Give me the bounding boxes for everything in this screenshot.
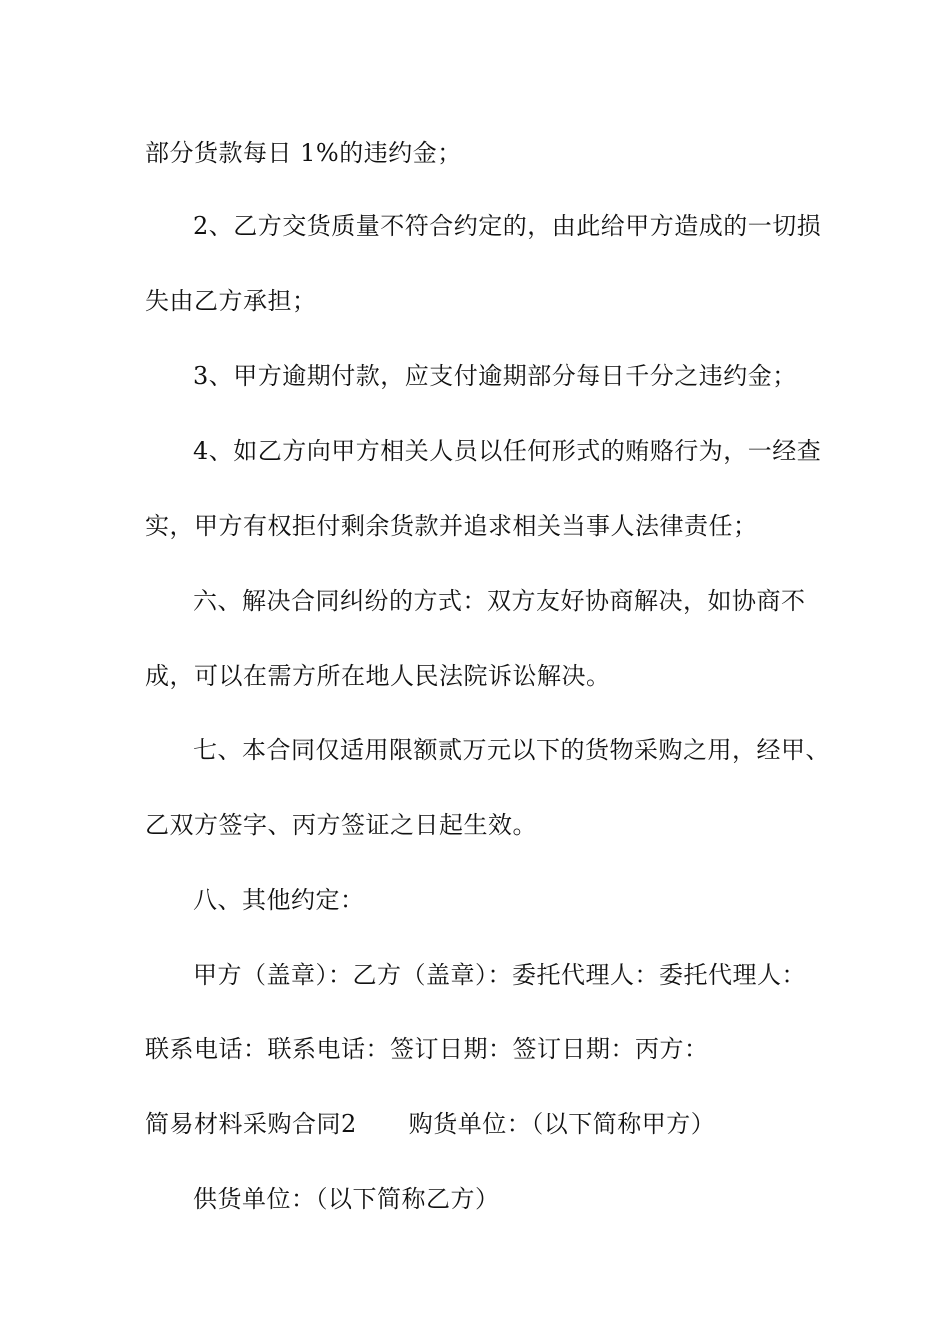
text-line: 实，甲方有权拒付剩余货款并追求相关当事人法律责任；	[145, 512, 758, 540]
buyer-unit: 购货单位：（以下简称甲方）	[408, 1110, 716, 1138]
text-line: 4、如乙方向甲方相关人员以任何形式的贿赂行为，一经查	[193, 437, 822, 465]
text-line: 成，可以在需方所在地人民法院诉讼解决。	[145, 662, 611, 690]
text-line: 2、乙方交货质量不符合约定的，由此给甲方造成的一切损	[193, 212, 822, 240]
text-line: 失由乙方承担；	[145, 287, 317, 315]
text-line: 乙双方签字、丙方签证之日起生效。	[145, 811, 537, 839]
text-line: 3、甲方逾期付款，应支付逾期部分每日千分之违约金；	[193, 362, 797, 390]
text-line: 六、解决合同纠纷的方式：双方友好协商解决，如协商不	[193, 587, 806, 615]
contract-title: 简易材料采购合同2	[145, 1110, 357, 1138]
text-line: 部分货款每日 1%的违约金；	[145, 139, 462, 167]
text-line: 八、其他约定：	[193, 886, 365, 914]
contact-line: 联系电话：联系电话：签订日期：签订日期：丙方：	[145, 1035, 709, 1063]
text-line: 七、本合同仅适用限额贰万元以下的货物采购之用，经甲、	[193, 736, 830, 764]
signature-line: 甲方（盖章）：乙方（盖章）：委托代理人：委托代理人：	[193, 961, 806, 989]
supplier-unit: 供货单位：（以下简称乙方）	[193, 1185, 500, 1213]
contract-header-line	[145, 1109, 715, 1139]
